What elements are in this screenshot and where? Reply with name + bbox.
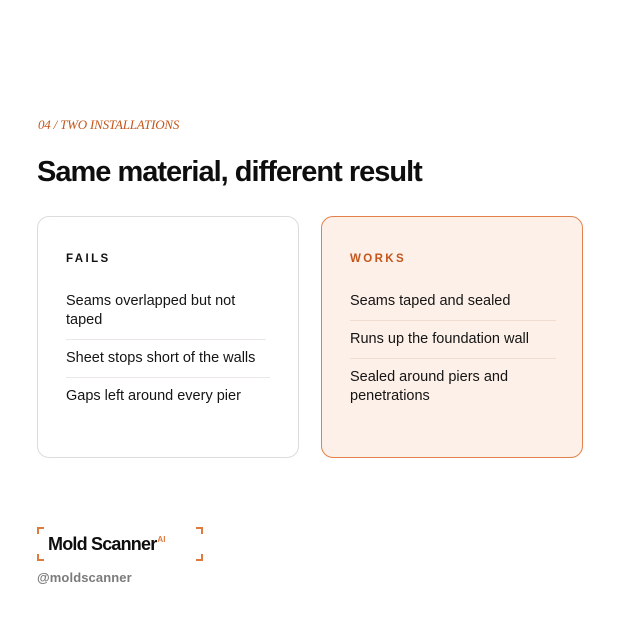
works-list-item: Sealed around piers and penetrations bbox=[350, 369, 509, 404]
works-card bbox=[321, 216, 583, 458]
logo-corner-bracket bbox=[196, 527, 203, 534]
brand-logo bbox=[37, 527, 203, 561]
works-list-item: Seams taped and sealed bbox=[350, 283, 556, 321]
brand-wordmark bbox=[48, 534, 165, 555]
page-title: Same material, different result bbox=[37, 156, 422, 188]
fails-list-item: Seams overlapped but not taped bbox=[66, 283, 266, 340]
logo-corner-bracket bbox=[37, 527, 44, 534]
works-list-item: Runs up the foundation wall bbox=[350, 321, 556, 359]
social-handle: @moldscanner bbox=[37, 570, 132, 585]
fails-list-item: Sheet stops short of the walls bbox=[66, 340, 270, 378]
section-eyebrow: 04 / TWO INSTALLATIONS bbox=[38, 117, 180, 132]
fails-list-item: Gaps left around every pier bbox=[66, 388, 241, 404]
brand-name: Mold Scanner bbox=[48, 534, 157, 554]
fails-card bbox=[37, 216, 299, 458]
brand-ai-badge: AI bbox=[157, 535, 166, 544]
logo-corner-bracket bbox=[37, 554, 44, 561]
logo-corner-bracket bbox=[196, 554, 203, 561]
works-card-title: WORKS bbox=[350, 253, 407, 265]
fails-card-title: FAILS bbox=[66, 253, 111, 265]
